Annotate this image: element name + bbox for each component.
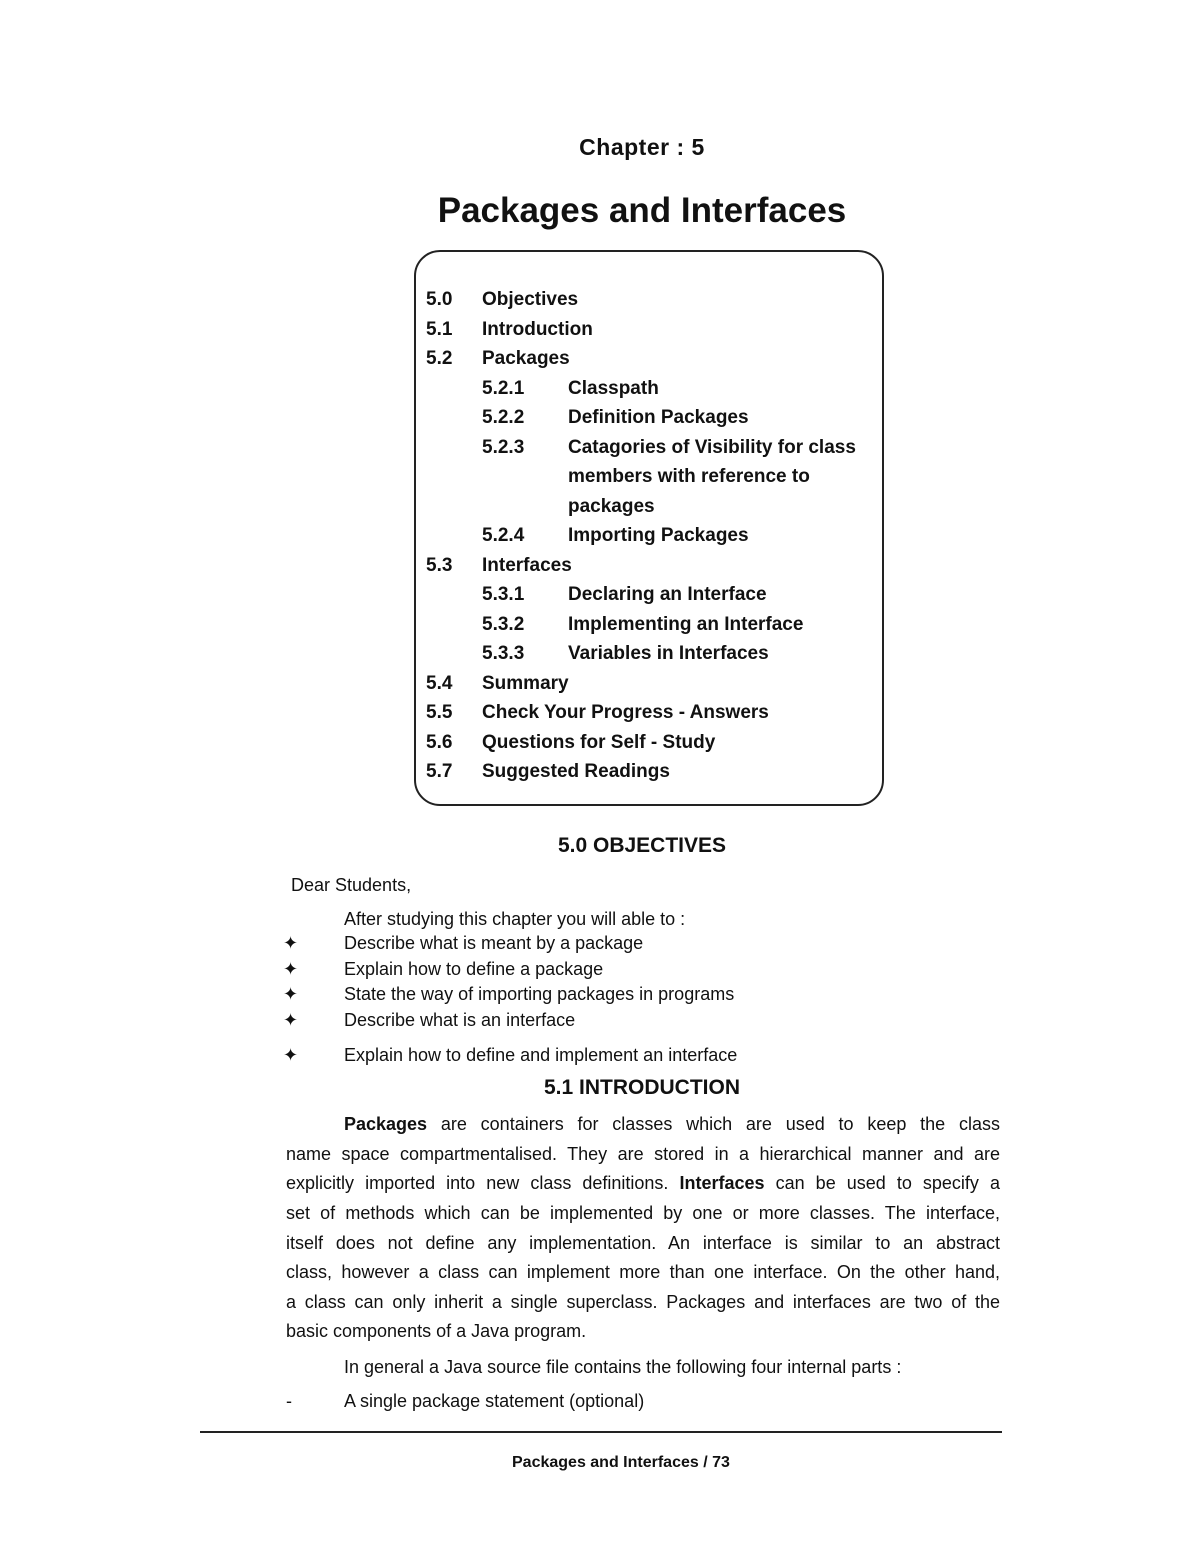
toc-label: Definition Packages bbox=[568, 407, 749, 428]
toc-label: Introduction bbox=[482, 318, 593, 340]
toc-number: 5.6 bbox=[426, 731, 453, 753]
intro-line-1: Packages are containers for classes which are used to keep the class bbox=[344, 1114, 1000, 1134]
bullet-star-icon: ✦ bbox=[283, 1010, 299, 1030]
chapter-title: Packages and Interfaces bbox=[437, 191, 847, 230]
toc-label: packages bbox=[568, 495, 655, 517]
toc-label: Classpath bbox=[568, 377, 659, 399]
toc-number: 5.2.2 bbox=[482, 407, 525, 428]
toc-label: Variables in Interfaces bbox=[568, 643, 769, 664]
footer-rule bbox=[200, 1431, 1002, 1433]
intro-paragraph-2: In general a Java source file contains the following four internal parts : bbox=[344, 1357, 902, 1377]
toc-number: 5.3.1 bbox=[482, 584, 525, 605]
introduction-heading: 5.1 INTRODUCTION bbox=[543, 1076, 740, 1099]
bullet-star-icon: ✦ bbox=[283, 1045, 299, 1065]
intro-line-3: explicitly imported into new class definitions. Interfaces can be used to specify a bbox=[286, 1173, 1000, 1193]
toc-number: 5.2.4 bbox=[482, 525, 525, 546]
list-item-1: A single package statement (optional) bbox=[344, 1391, 645, 1411]
intro-line-2: name space compartmentalised. They are stored in a hierarchical manner and are bbox=[286, 1144, 1000, 1164]
toc-number: 5.0 bbox=[426, 289, 453, 310]
intro-line-8: basic components of a Java program. bbox=[286, 1321, 587, 1341]
toc-label: Declaring an Interface bbox=[568, 584, 767, 605]
toc-label: Interfaces bbox=[482, 554, 572, 576]
toc-label: Implementing an Interface bbox=[568, 613, 804, 635]
objectives-intro: After studying this chapter you will able to : bbox=[344, 909, 686, 929]
toc-label: Summary bbox=[482, 672, 569, 694]
toc-number: 5.3 bbox=[426, 554, 453, 576]
intro-line-4: set of methods which can be implemented by one or more classes. The interface, bbox=[286, 1203, 1000, 1223]
objective-item: Describe what is meant by a package bbox=[344, 933, 644, 953]
bullet-star-icon: ✦ bbox=[283, 984, 299, 1004]
intro-line-5: itself does not define any implementation. An interface is similar to an abstract bbox=[286, 1233, 1000, 1253]
objectives-heading: 5.0 OBJECTIVES bbox=[557, 834, 727, 857]
toc-number: 5.2.1 bbox=[482, 377, 525, 399]
list-dash: - bbox=[286, 1391, 292, 1411]
toc-label: Questions for Self - Study bbox=[482, 731, 716, 753]
objective-item: Explain how to define and implement an interface bbox=[344, 1045, 738, 1065]
toc-number: 5.7 bbox=[426, 761, 453, 782]
toc-label: Suggested Readings bbox=[482, 761, 670, 782]
bullet-star-icon: ✦ bbox=[283, 959, 299, 979]
toc-number: 5.3.2 bbox=[482, 613, 525, 635]
toc-label: members with reference to bbox=[568, 466, 810, 487]
toc-number: 5.2.3 bbox=[482, 436, 525, 458]
objective-item: State the way of importing packages in programs bbox=[344, 984, 735, 1004]
intro-line-7: a class can only inherit a single superclass. Packages and interfaces are two of the bbox=[286, 1292, 1000, 1312]
toc-number: 5.5 bbox=[426, 702, 453, 723]
toc-number: 5.2 bbox=[426, 348, 453, 369]
chapter-label: Chapter : 5 bbox=[579, 134, 705, 160]
bullet-star-icon: ✦ bbox=[283, 933, 299, 953]
toc-number: 5.3.3 bbox=[482, 643, 525, 664]
intro-line-6: class, however a class can implement more than one interface. On the other hand, bbox=[286, 1262, 1000, 1282]
objective-item: Describe what is an interface bbox=[344, 1010, 576, 1030]
greeting: Dear Students, bbox=[291, 875, 412, 895]
page-footer: Packages and Interfaces / 73 bbox=[512, 1454, 730, 1471]
toc-label: Objectives bbox=[482, 289, 579, 310]
objective-item: Explain how to define a package bbox=[344, 959, 604, 979]
toc-number: 5.1 bbox=[426, 318, 453, 340]
toc-number: 5.4 bbox=[426, 672, 453, 694]
term-packages: Packages bbox=[344, 1114, 428, 1134]
toc-label: Check Your Progress - Answers bbox=[482, 702, 769, 723]
term-interfaces: Interfaces bbox=[679, 1173, 765, 1193]
toc-label: Importing Packages bbox=[568, 525, 749, 546]
toc-label: Packages bbox=[482, 348, 570, 369]
toc-label: Catagories of Visibility for class bbox=[568, 436, 856, 458]
